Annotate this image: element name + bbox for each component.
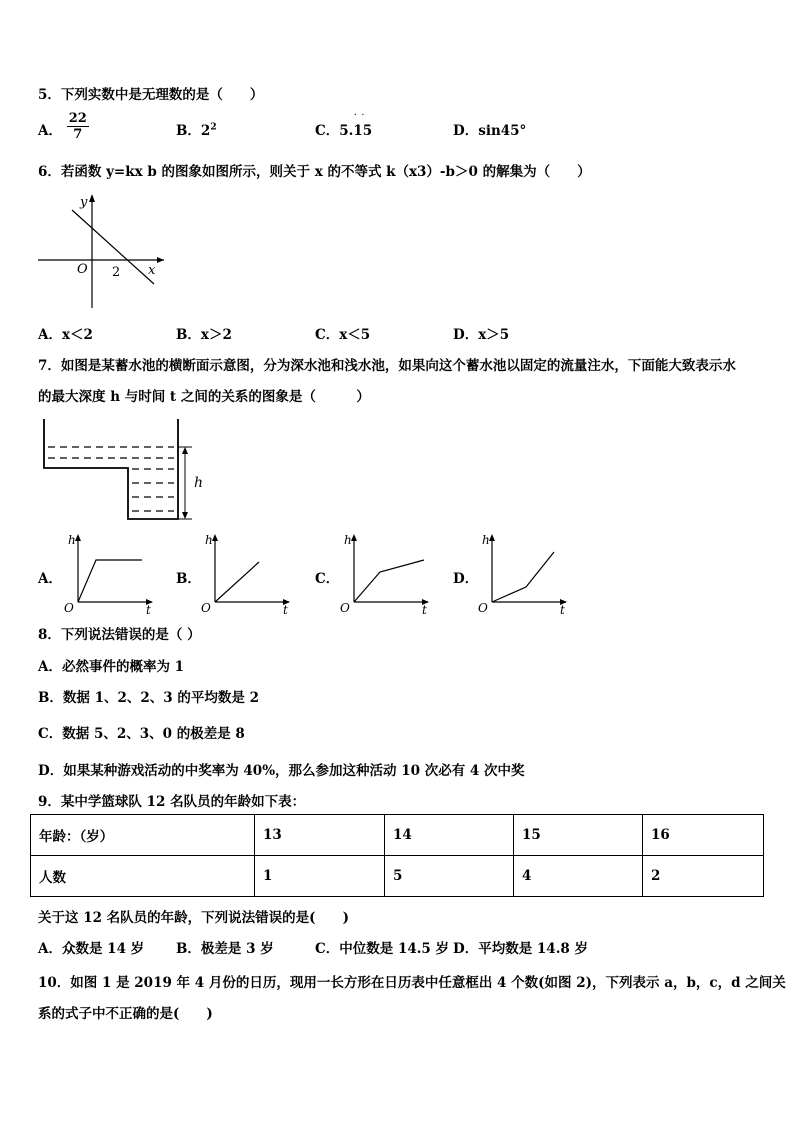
q7-graph-b-h-label: h (205, 533, 213, 547)
q7-reservoir-diagram (42, 417, 217, 527)
q7-depth-label: h (194, 475, 204, 491)
q5-option-b (176, 119, 217, 139)
q9-age-table (30, 814, 764, 897)
q7-option-c-label: C． (315, 571, 340, 587)
q7-stem-line2: 的最大深度 h 与时间 t 之间的关系的图象是（ ） (38, 389, 370, 405)
q9-count-14: 5 (385, 856, 514, 897)
q6-x-label: x (148, 263, 156, 278)
q6-option-d: D．x＞5 (453, 327, 510, 343)
q10-stem-line2: 系的式子中不正确的是( ) (38, 1006, 213, 1022)
q5-option-a-fraction (67, 111, 89, 142)
q6-origin-label: O (77, 262, 88, 277)
q7-stem-line1: 7．如图是某蓄水池的横断面示意图，分为深水池和浅水池，如果向这个蓄水池以固定的流量注水，下面能大致表示水 (38, 358, 736, 374)
q5-option-d-label: D． (453, 123, 479, 139)
q7-option-a-label: A． (38, 571, 62, 587)
q8-option-b: B．数据 1、2、2、3 的平均数是 2 (38, 690, 259, 706)
q5-option-a-label: A． (38, 123, 62, 139)
q6-intercept-label: 2 (112, 265, 121, 280)
q5-option-b-label: B． (176, 123, 201, 139)
q9-option-b: B．极差是 3 岁 (176, 941, 274, 957)
q6-x-arrow (157, 257, 164, 263)
q6-y-label: y (80, 195, 88, 210)
q7-graph-a (60, 530, 156, 614)
q5-repeating-dots: ˙ ˙ (353, 114, 366, 124)
q9-count-15: 4 (514, 856, 643, 897)
q7-graph-d-t-label: t (560, 603, 565, 614)
q9-header-age: 年龄：（岁） (31, 815, 255, 856)
q5-option-c-label: C． (315, 123, 340, 139)
q8-stem: 8．下列说法错误的是（ ） (38, 627, 201, 643)
q5-option-a-denominator: 7 (73, 127, 83, 142)
q5-option-c (315, 114, 373, 139)
q9-followup: 关于这 12 名队员的年龄，下列说法错误的是( ) (38, 910, 349, 926)
q5-option-b-exponent: 2 (210, 122, 217, 133)
q6-y-arrow (89, 194, 95, 202)
q7-graph-a-curve (78, 560, 142, 602)
q7-graph-b-curve (215, 562, 259, 602)
q6-function-graph (36, 192, 166, 310)
q7-option-b-label: B． (176, 571, 201, 587)
q5-option-d-value: sin45° (478, 123, 527, 139)
q6-option-a: A．x＜2 (38, 327, 93, 343)
q5-option-d (453, 119, 526, 139)
q7-graph-c-h-label: h (344, 533, 352, 547)
q8-option-d: D．如果某种游戏活动的中奖率为 40%，那么参加这种活动 10 次必有 4 次中奖 (38, 763, 525, 779)
q7-option-d-label: D． (453, 571, 479, 587)
q5-option-a (38, 111, 89, 142)
q7-graph-a-origin: O (64, 601, 74, 614)
q9-stem: 9．某中学篮球队 12 名队员的年龄如下表： (38, 794, 306, 810)
table-row (31, 815, 764, 856)
q7-depth-arrow-bottom (182, 512, 188, 519)
q5-stem: 5．下列实数中是无理数的是（ ） (38, 87, 264, 103)
q7-graph-d-origin: O (478, 601, 488, 614)
q9-option-a: A．众数是 14 岁 (38, 941, 145, 957)
q9-age-14: 14 (385, 815, 514, 856)
q9-count-16: 2 (643, 856, 764, 897)
q9-header-count: 人数 (31, 856, 255, 897)
q7-water-lines (48, 447, 174, 511)
q7-graph-b (197, 530, 293, 614)
q7-graph-a-t-label: t (146, 603, 151, 614)
q7-graph-a-h-label: h (68, 533, 76, 547)
q5-option-c-value: 5.15 (339, 123, 373, 139)
q5-option-b-base: 2 (200, 123, 211, 139)
q9-option-d: D．平均数是 14.8 岁 (453, 941, 588, 957)
q7-depth-arrow-top (182, 447, 188, 454)
q5-option-a-numerator: 22 (68, 111, 87, 126)
q9-age-13: 13 (255, 815, 385, 856)
table-row (31, 856, 764, 897)
q7-graph-c-t-label: t (422, 603, 427, 614)
q8-option-a: A．必然事件的概率为 1 (38, 659, 185, 675)
q8-option-c: C．数据 5、2、3、0 的极差是 8 (38, 726, 245, 742)
q9-option-c: C．中位数是 14.5 岁 (315, 941, 450, 957)
q10-stem-line1: 10．如图 1 是 2019 年 4 月份的日历，现用一长方形在日历表中任意框出 4 个数(如图 2)，下列表示 a，b，c，d 之间关 (38, 975, 786, 991)
q7-graph-c-curve (354, 560, 424, 602)
q7-graph-c (336, 530, 432, 614)
q6-option-c: C．x＜5 (315, 327, 371, 343)
q9-age-16: 16 (643, 815, 764, 856)
q7-graph-d-curve (492, 552, 554, 602)
q7-graph-d-h-label: h (482, 533, 490, 547)
q9-age-15: 15 (514, 815, 643, 856)
q6-option-b: B．x＞2 (176, 327, 232, 343)
q6-stem: 6．若函数 y=kx b 的图象如图所示，则关于 x 的不等式 k（x3）-b＞0 的解集为（ ） (38, 164, 591, 180)
q7-graph-b-origin: O (201, 601, 211, 614)
q7-graph-d (474, 530, 570, 614)
q9-count-13: 1 (255, 856, 385, 897)
q7-graph-b-t-label: t (283, 603, 288, 614)
q7-graph-c-origin: O (340, 601, 350, 614)
